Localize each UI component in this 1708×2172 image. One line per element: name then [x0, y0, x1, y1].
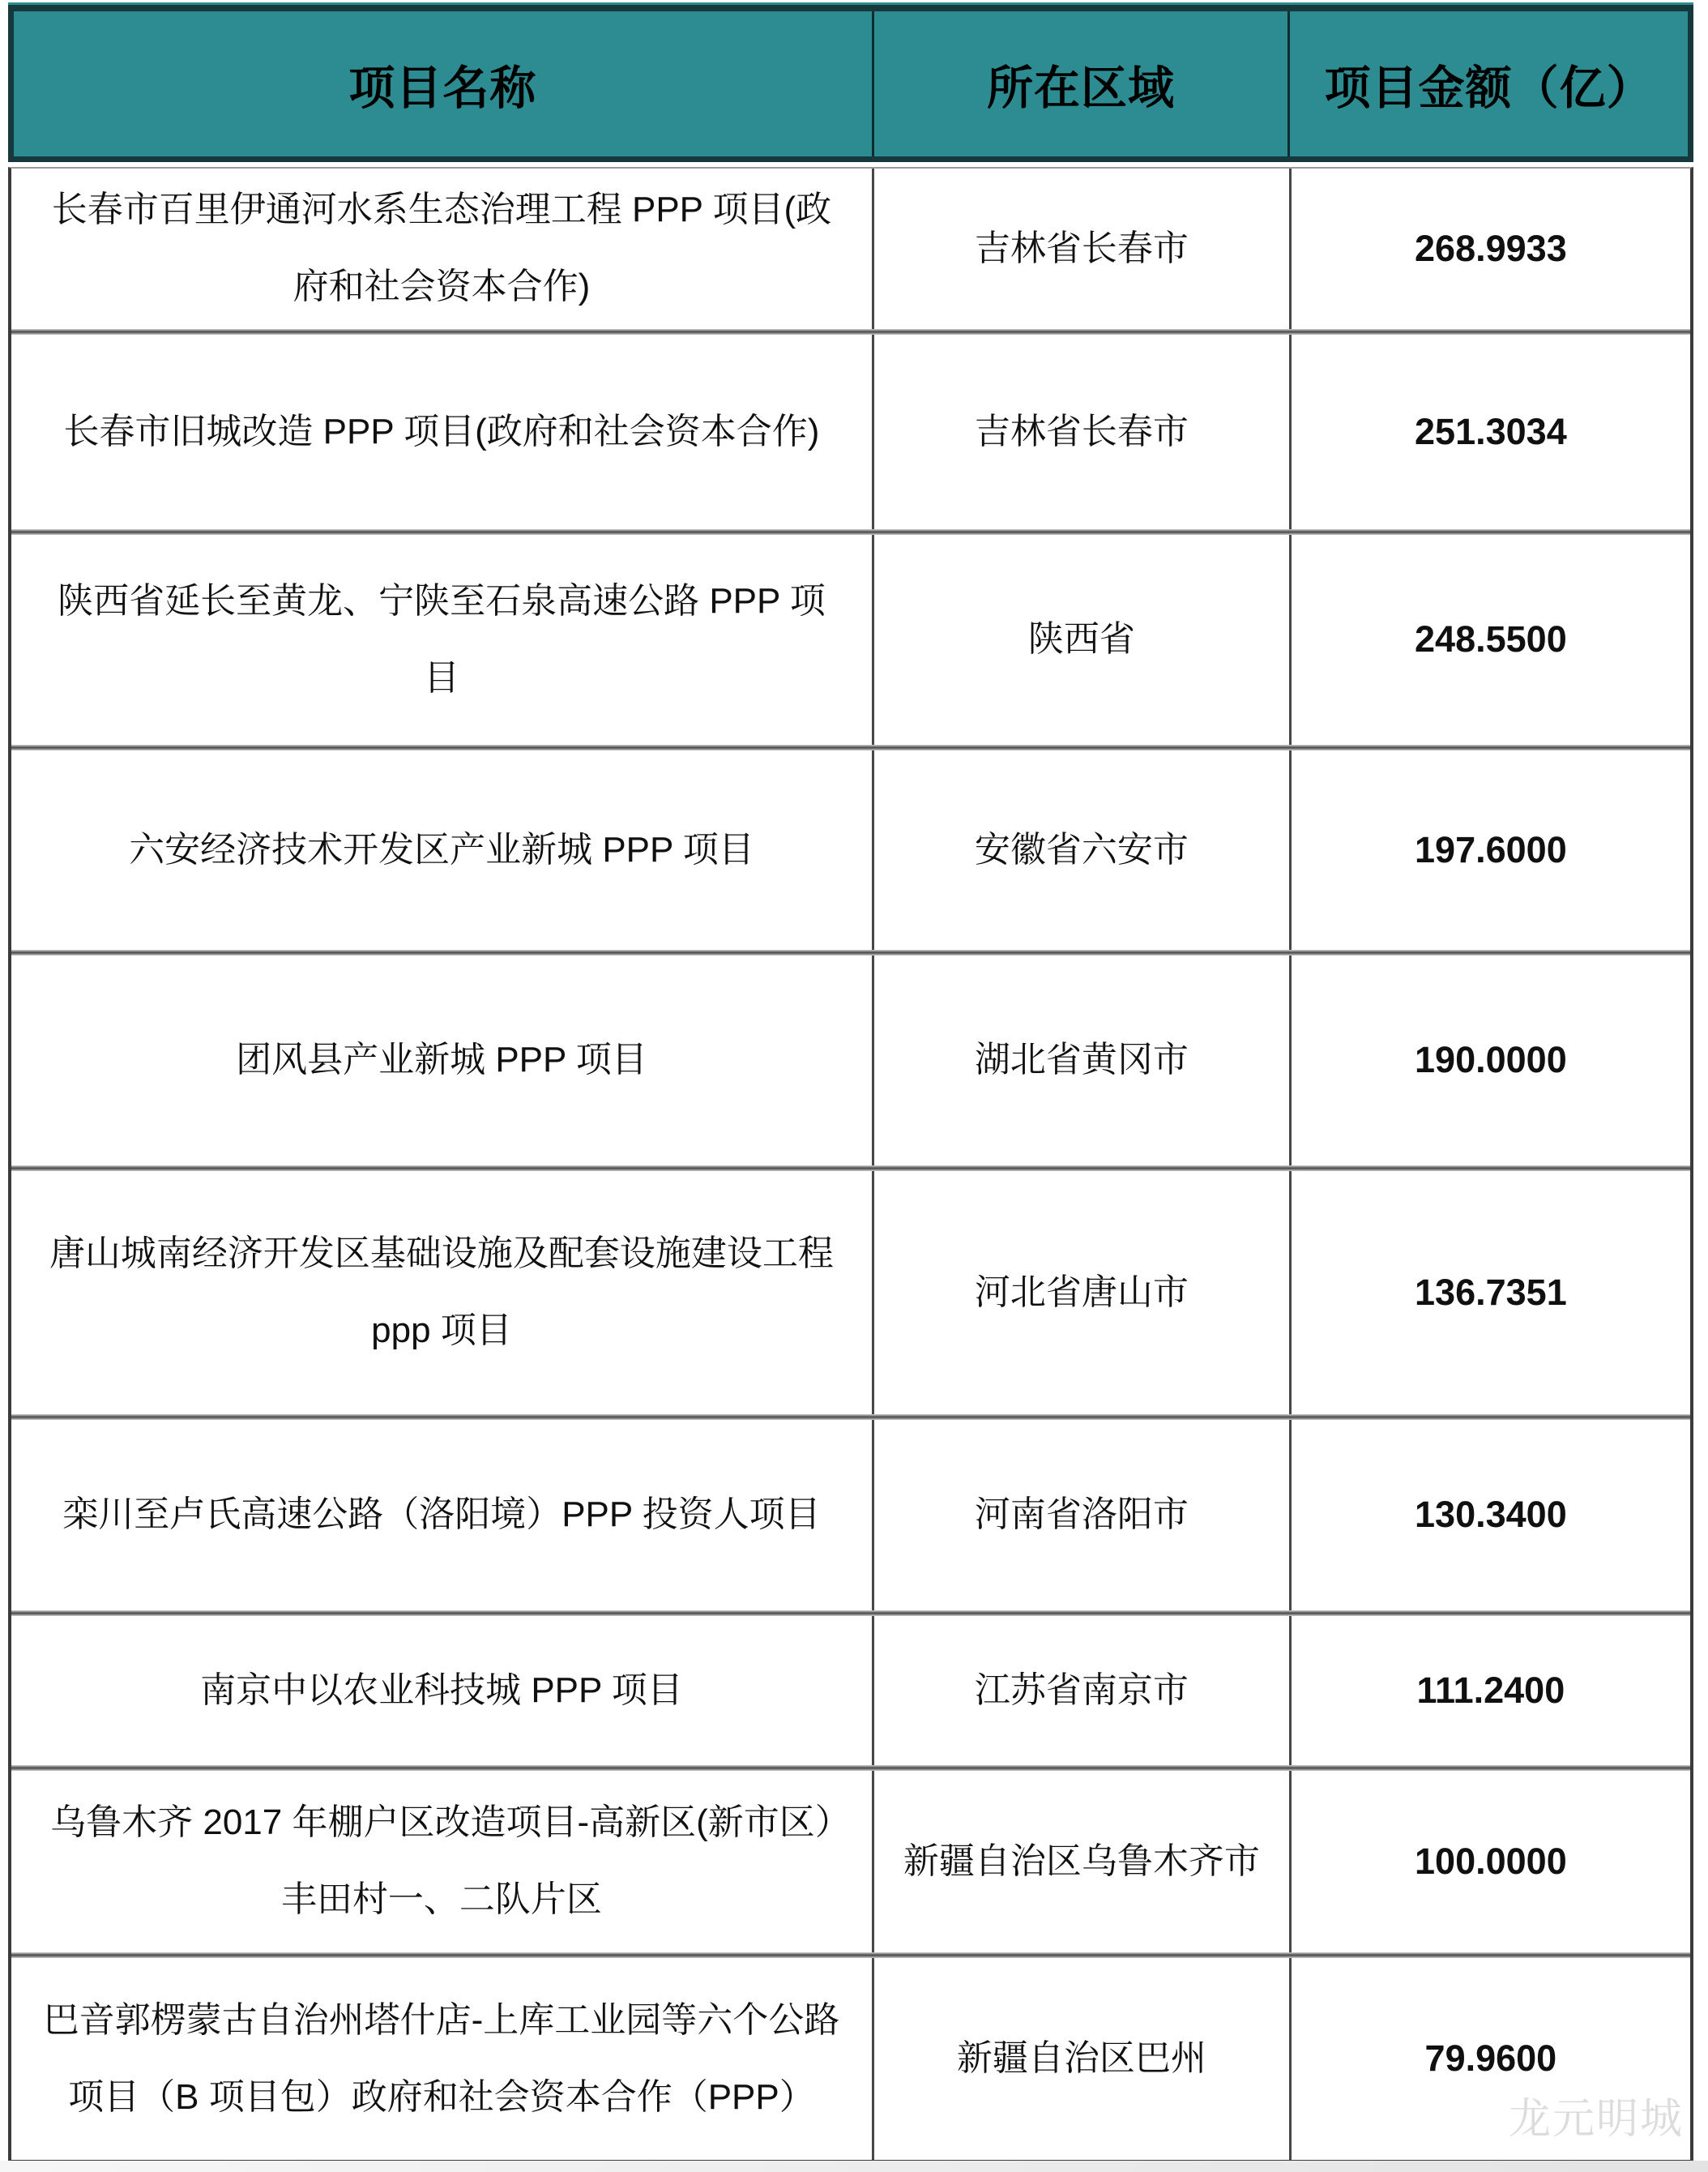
- table-row: [11, 750, 1690, 950]
- cell-amount: 197.6000: [1289, 750, 1690, 950]
- cell-region: 河南省洛阳市: [872, 1420, 1289, 1610]
- cell-project-name: 巴音郭楞蒙古自治州塔什店-上库工业园等六个公路项目（B 项目包）政府和社会资本合作（PPP）: [43, 1999, 840, 2117]
- cell-region: 新疆自治区巴州: [872, 1958, 1289, 2160]
- row-divider: [11, 950, 1690, 956]
- cell-project-name: 唐山城南经济开发区基础设施及配套设施建设工程 ppp 项目: [49, 1234, 834, 1350]
- header-cell-region: 所在区域: [872, 11, 1287, 156]
- cell-project-name: 六安经济技术开发区产业新城 PPP 项目: [129, 829, 754, 870]
- table-header-row: [8, 5, 1693, 162]
- cell-amount: 248.5500: [1289, 535, 1690, 745]
- cell-amount: 136.7351: [1289, 1171, 1690, 1414]
- cell-amount: 190.0000: [1289, 956, 1690, 1165]
- cell-region: 河北省唐山市: [872, 1171, 1289, 1414]
- cell-project-name: 南京中以农业科技城 PPP 项目: [200, 1670, 683, 1710]
- table-row: [11, 1171, 1690, 1414]
- table-row: [11, 169, 1690, 329]
- cell-region: 湖北省黄冈市: [872, 956, 1289, 1165]
- cell-project-name: 陕西省延长至黄龙、宁陕至石泉高速公路 PPP 项目: [58, 580, 826, 698]
- table-row: [11, 1420, 1690, 1610]
- cell-amount: 130.3400: [1289, 1420, 1690, 1610]
- row-divider: [11, 745, 1690, 750]
- row-divider: [11, 1765, 1690, 1771]
- cell-region: 江苏省南京市: [872, 1616, 1289, 1765]
- ppp-projects-table: [8, 5, 1693, 2164]
- row-divider: [11, 329, 1690, 335]
- cell-amount: 100.0000: [1289, 1771, 1690, 1952]
- table-row: [11, 335, 1690, 529]
- row-divider: [11, 1952, 1690, 1958]
- watermark: 龙元明城: [1509, 2096, 1685, 2143]
- table-row: [11, 1771, 1690, 1952]
- header-cell-amount: 项目金额（亿）: [1287, 11, 1688, 156]
- cell-project-name: 栾川至卢氏高速公路（洛阳境）PPP 投资人项目: [62, 1494, 821, 1535]
- table-row: [11, 1958, 1690, 2160]
- cell-project-name: 团风县产业新城 PPP 项目: [236, 1040, 647, 1080]
- row-divider: [11, 1610, 1690, 1616]
- cell-region: 吉林省长春市: [872, 169, 1289, 329]
- cell-project-name: 长春市旧城改造 PPP 项目(政府和社会资本合作): [63, 411, 820, 451]
- table-body: [8, 167, 1693, 2164]
- table-row: [11, 1616, 1690, 1765]
- cell-region: 新疆自治区乌鲁木齐市: [872, 1771, 1289, 1952]
- cell-amount: 111.2400: [1289, 1616, 1690, 1765]
- row-divider: [11, 1165, 1690, 1171]
- cell-project-name: 乌鲁木齐 2017 年棚户区改造项目-高新区(新市区）丰田村一、二队片区: [50, 1802, 833, 1919]
- cell-project-name: 长春市百里伊通河水系生态治理工程 PPP 项目(政府和社会资本合作): [51, 190, 832, 306]
- page-bottom-strip: [0, 2161, 1708, 2172]
- header-cell-project-name: 项目名称: [348, 62, 537, 114]
- cell-amount: 268.9933: [1289, 169, 1690, 329]
- table-row: [11, 956, 1690, 1165]
- row-divider: [11, 529, 1690, 535]
- cell-amount: 251.3034: [1289, 335, 1690, 529]
- cell-region: 陕西省: [872, 535, 1289, 745]
- cell-region: 安徽省六安市: [872, 750, 1289, 950]
- cell-amount: 79.9600: [1289, 1958, 1690, 2160]
- table-row: [11, 535, 1690, 745]
- row-divider: [11, 1414, 1690, 1420]
- cell-region: 吉林省长春市: [872, 335, 1289, 529]
